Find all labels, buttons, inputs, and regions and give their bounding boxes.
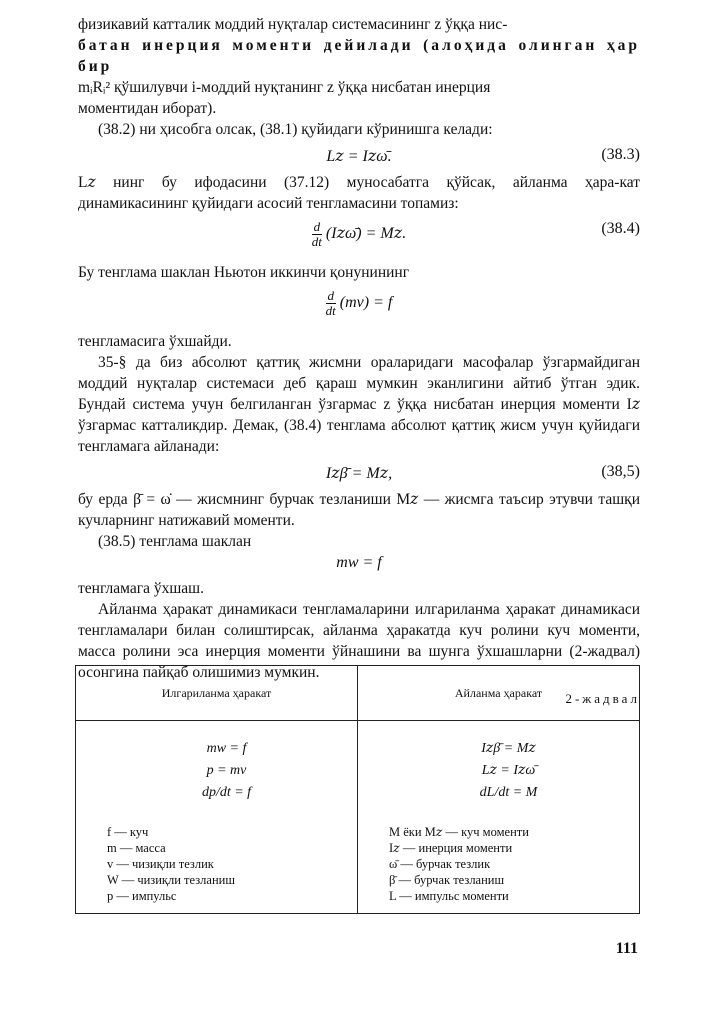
- legend-item: p — импульс: [107, 889, 177, 903]
- equation-38-3: [78, 142, 640, 170]
- legend-item: m — масса: [107, 841, 166, 855]
- legend-item: ω̄ — бурчак тезлик: [389, 857, 491, 871]
- formula: mw = f: [206, 741, 247, 756]
- equation-expression: I𝑧β̄ = M𝑧,: [325, 465, 393, 482]
- paragraph: бу ерда β̄ = ω̇ — жисмнинг бурчак тезланиши M𝑧 — жисмга таъсир этувчи ташқи кучларнинг натижавий моменти.: [78, 491, 640, 529]
- equation-number: (38.3): [601, 146, 640, 163]
- formula: dp/dt = f: [201, 785, 252, 800]
- equation-expression: (mv) = f: [339, 294, 393, 312]
- table-cell-translational: [76, 721, 358, 914]
- equation-number: (38.4): [601, 220, 640, 237]
- fraction: [326, 289, 336, 318]
- table-caption: 2-жадвал: [565, 691, 640, 706]
- fraction-numerator: d: [327, 288, 334, 303]
- fraction-denominator: dt: [311, 234, 322, 249]
- formula: I𝑧β̄ = M𝑧: [481, 741, 536, 756]
- legend-item: I𝑧 — инерция моменти: [389, 841, 513, 855]
- legend-item: β̄ — бурчак тезланиш: [389, 873, 505, 887]
- formula: L𝑧 = I𝑧ω̄: [481, 763, 536, 778]
- equation-expression: L𝑧 = I𝑧ω̄.: [326, 148, 392, 165]
- paragraph: (38.2) ни ҳисобга олсак, (38.1) қуйидаги кўринишга келади:: [98, 121, 493, 138]
- legend-item: W — чизиқли тезланиш: [107, 873, 235, 887]
- legend-item: f — куч: [107, 825, 149, 839]
- text-line: физикавий катталик моддий нуқталар системасининг z ўққа нис-: [78, 16, 508, 33]
- paragraph: тенгламага ўхшаш.: [78, 580, 204, 597]
- text-line: моментидан иборат).: [78, 100, 217, 117]
- fraction-numerator: d: [313, 219, 321, 234]
- legend-item: M ёки M𝑧 — куч моменти: [389, 825, 529, 839]
- equation-expression: (I𝑧ω̄) = M𝑧.: [325, 225, 407, 243]
- table-header-translational: Илгариланма ҳаракат: [76, 666, 358, 721]
- equation-newton: [78, 285, 640, 329]
- paragraph: 35-§ да биз абсолют қаттиқ жисмни ораларидаги масофалар ўзгармайдиган моддий нуқталар системаси деб қараш мумкин эканлигини айтиб ўтган эдик. Бундай система учун белгиланган ўзгармас z ўққа нисбатан инерция моменти I𝑧 ўзгармас катталикдир. Демак, (38.4) тенглама абсолют қаттиқ жисм учун қуйидаги тенгламага айланади:: [78, 354, 640, 455]
- equation-number: (38,5): [601, 463, 640, 480]
- paragraph: Айланма ҳаракат динамикаси тенгламаларини илгариланма ҳаракат динамикаси тенгламалари билан солиштирсак, айланма ҳаракатда куч ролини куч моменти, масса ролини эса инерция моменти ўйнашини ва шунга ўхшашларни (2-жадвал) осонгина пайқаб олишимиз мумкин.: [78, 601, 640, 681]
- text-line: mᵢRᵢ² қўшилувчи i-моддий нуқтанинг z ўққа нисбатан инерция: [78, 79, 491, 96]
- equation-38-4: [78, 216, 640, 260]
- equation-mw: [78, 554, 640, 576]
- fraction: [312, 220, 322, 249]
- text-line: батан инерция моменти дейилади (алоҳида олинган ҳар бир: [78, 37, 640, 75]
- equation-expression: mw = f: [336, 554, 382, 571]
- table-cell-rotational: [358, 721, 640, 914]
- legend-item: v — чизиқли тезлик: [107, 857, 214, 871]
- legend-item: L — импульс моменти: [389, 889, 509, 903]
- table-header-rotational: Айланма ҳаракат: [358, 666, 640, 721]
- paragraph: тенгламасига ўхшайди.: [78, 333, 232, 350]
- comparison-table: [75, 665, 640, 914]
- paragraph: L𝑧 нинг бу ифодасини (37.12) муносабатга қўйсак, айланма ҳара-кат динамикасининг қуйидаги асосий тенгламасини топамиз:: [78, 174, 640, 212]
- page-number: 111: [615, 940, 638, 957]
- page-body: [78, 14, 640, 707]
- fraction-denominator: dt: [325, 303, 336, 318]
- formula: p = mv: [206, 763, 247, 778]
- paragraph: (38.5) тенглама шаклан: [98, 533, 252, 550]
- formula: dL/dt = M: [479, 785, 538, 800]
- equation-38-5: [78, 459, 640, 487]
- paragraph: Бу тенглама шаклан Ньютон иккинчи қонунининг: [78, 264, 410, 281]
